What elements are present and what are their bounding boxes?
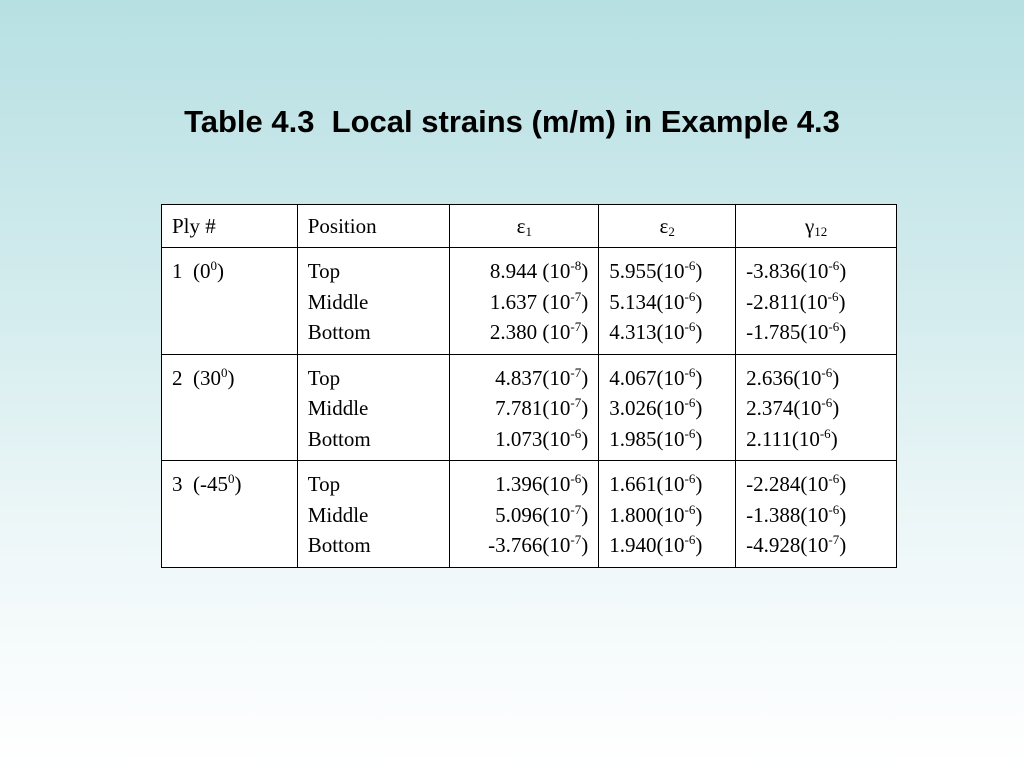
epsilon-1-exponent: -6 <box>570 425 582 441</box>
epsilon-1-value <box>460 287 588 318</box>
epsilon-2-value <box>609 317 725 348</box>
gamma-12-mantissa: -4.928(10 <box>746 533 829 557</box>
epsilon-2-mantissa: 1.985(10 <box>609 426 685 451</box>
epsilon-2-value <box>609 256 725 287</box>
epsilon-1-close-paren: ) <box>581 426 589 451</box>
epsilon-2-mantissa: 3.026(10 <box>609 396 685 420</box>
epsilon-1-value <box>460 256 588 287</box>
ply-angle: 0 <box>200 259 211 283</box>
ply-close-paren: ) <box>227 365 235 390</box>
table-body <box>162 248 897 568</box>
header-position: Position <box>297 205 450 248</box>
local-strains-table <box>161 204 897 568</box>
epsilon-2-close-paren: ) <box>695 396 703 420</box>
epsilon-2-exponent: -6 <box>684 395 696 410</box>
epsilon-2-cell <box>599 354 736 461</box>
header-epsilon-1-symbol: ε <box>516 214 526 238</box>
ply-cell <box>162 461 298 568</box>
gamma-12-exponent: -6 <box>828 501 840 517</box>
ply-close-paren: ) <box>217 259 224 283</box>
epsilon-1-mantissa: 1.637 (10 <box>489 289 571 314</box>
epsilon-2-exponent: -6 <box>684 288 696 304</box>
epsilon-2-close-paren: ) <box>695 502 703 527</box>
gamma-12-value <box>746 530 886 561</box>
epsilon-2-close-paren: ) <box>695 365 703 390</box>
gamma-12-value <box>746 469 886 500</box>
gamma-12-exponent: -6 <box>827 288 839 304</box>
epsilon-1-value <box>460 317 588 348</box>
epsilon-1-exponent: -7 <box>570 395 582 410</box>
header-epsilon-2 <box>599 205 736 248</box>
epsilon-1-mantissa: 8.944 (10 <box>489 259 571 283</box>
header-epsilon-2-subscript: 2 <box>668 224 675 239</box>
ply-angle: -45 <box>200 472 228 496</box>
gamma-12-value <box>746 424 886 455</box>
epsilon-2-exponent: -6 <box>684 258 696 273</box>
epsilon-2-value <box>609 530 725 561</box>
epsilon-2-close-paren: ) <box>695 533 703 557</box>
epsilon-1-value <box>460 530 588 561</box>
epsilon-2-close-paren: ) <box>695 320 703 344</box>
epsilon-2-cell <box>599 461 736 568</box>
epsilon-2-close-paren: ) <box>695 259 703 283</box>
gamma-12-mantissa: 2.636(10 <box>746 365 822 390</box>
position-label: Bottom <box>307 320 371 344</box>
position-label: Middle <box>307 289 369 314</box>
epsilon-2-exponent: -6 <box>684 319 696 334</box>
gamma-12-value <box>746 363 886 394</box>
gamma-12-exponent: -6 <box>821 395 833 410</box>
table-row <box>162 248 897 355</box>
epsilon-1-mantissa: 1.073(10 <box>495 426 571 451</box>
epsilon-1-close-paren: ) <box>581 533 589 557</box>
epsilon-2-value <box>609 469 725 500</box>
position-label: Top <box>307 472 341 496</box>
epsilon-1-value <box>460 363 588 394</box>
epsilon-2-mantissa: 4.313(10 <box>609 320 685 344</box>
position-label: Middle <box>307 396 369 420</box>
position-label: Middle <box>307 502 369 527</box>
epsilon-2-exponent: -6 <box>684 501 696 517</box>
epsilon-1-close-paren: ) <box>581 502 589 527</box>
gamma-12-exponent: -6 <box>828 319 840 334</box>
epsilon-1-exponent: -7 <box>570 319 582 334</box>
epsilon-1-exponent: -7 <box>570 288 582 304</box>
degree-superscript: 0 <box>210 258 217 273</box>
epsilon-1-exponent: -7 <box>570 501 582 517</box>
gamma-12-value <box>746 256 886 287</box>
ply-cell <box>162 248 298 355</box>
gamma-12-exponent: -6 <box>828 471 840 486</box>
gamma-12-close-paren: ) <box>839 320 847 344</box>
gamma-12-close-paren: ) <box>832 365 840 390</box>
epsilon-2-mantissa: 4.067(10 <box>609 365 685 390</box>
gamma-12-value <box>746 500 886 531</box>
epsilon-1-mantissa: 1.396(10 <box>495 472 571 496</box>
epsilon-1-cell <box>450 354 599 461</box>
epsilon-2-value <box>609 393 725 424</box>
degree-superscript: 0 <box>221 364 228 380</box>
position-cell <box>297 248 450 355</box>
epsilon-1-exponent: -7 <box>570 364 582 380</box>
gamma-12-mantissa: 2.111(10 <box>746 426 820 451</box>
gamma-12-exponent: -6 <box>828 258 840 273</box>
position-cell <box>297 461 450 568</box>
epsilon-1-mantissa: 2.380 (10 <box>489 320 571 344</box>
position-cell <box>297 354 450 461</box>
position-label: Bottom <box>307 533 371 557</box>
header-gamma-12-subscript: 12 <box>814 224 828 239</box>
gamma-12-close-paren: ) <box>839 502 847 527</box>
gamma-12-cell <box>736 354 897 461</box>
header-gamma-12 <box>736 205 897 248</box>
epsilon-2-value <box>609 424 725 455</box>
ply-open-paren: ( <box>182 365 200 390</box>
ply-open-paren: ( <box>182 472 200 496</box>
epsilon-2-close-paren: ) <box>695 472 703 496</box>
header-epsilon-1-subscript: 1 <box>525 224 532 239</box>
gamma-12-cell <box>736 248 897 355</box>
table-row <box>162 461 897 568</box>
epsilon-1-close-paren: ) <box>581 320 589 344</box>
epsilon-1-close-paren: ) <box>581 472 589 496</box>
epsilon-1-exponent: -8 <box>570 258 582 273</box>
degree-superscript: 0 <box>228 471 235 486</box>
ply-close-paren: ) <box>234 472 242 496</box>
ply-number: 1 <box>172 259 183 283</box>
epsilon-1-value <box>460 469 588 500</box>
gamma-12-exponent: -6 <box>819 425 831 441</box>
epsilon-1-close-paren: ) <box>581 289 589 314</box>
epsilon-1-close-paren: ) <box>581 365 589 390</box>
header-ply: Ply # <box>162 205 298 248</box>
epsilon-2-mantissa: 5.134(10 <box>609 289 685 314</box>
epsilon-1-value <box>460 500 588 531</box>
epsilon-1-mantissa: -3.766(10 <box>488 533 571 557</box>
ply-number: 2 <box>172 365 183 390</box>
epsilon-1-mantissa: 5.096(10 <box>495 502 571 527</box>
gamma-12-close-paren: ) <box>832 396 840 420</box>
gamma-12-mantissa: 2.374(10 <box>746 396 822 420</box>
epsilon-1-exponent: -7 <box>570 532 582 547</box>
gamma-12-mantissa: -2.284(10 <box>746 472 829 496</box>
gamma-12-mantissa: -1.388(10 <box>746 502 829 527</box>
gamma-12-mantissa: -3.836(10 <box>746 259 829 283</box>
epsilon-2-exponent: -6 <box>684 532 696 547</box>
ply-open-paren: ( <box>182 259 200 283</box>
position-label: Top <box>307 259 341 283</box>
epsilon-2-value <box>609 287 725 318</box>
epsilon-2-value <box>609 500 725 531</box>
header-epsilon-1 <box>450 205 599 248</box>
gamma-12-mantissa: -1.785(10 <box>746 320 829 344</box>
epsilon-1-cell <box>450 461 599 568</box>
table-header-row <box>162 205 897 248</box>
gamma-12-close-paren: ) <box>839 259 847 283</box>
gamma-12-close-paren: ) <box>838 289 846 314</box>
gamma-12-close-paren: ) <box>839 533 847 557</box>
header-epsilon-2-symbol: ε <box>659 214 669 238</box>
epsilon-1-value <box>460 393 588 424</box>
epsilon-1-value <box>460 424 588 455</box>
ply-cell <box>162 354 298 461</box>
epsilon-2-cell <box>599 248 736 355</box>
epsilon-1-close-paren: ) <box>581 259 589 283</box>
gamma-12-value <box>746 317 886 348</box>
position-label: Bottom <box>307 426 371 451</box>
gamma-12-value <box>746 393 886 424</box>
gamma-12-exponent: -7 <box>828 532 840 547</box>
epsilon-2-mantissa: 5.955(10 <box>609 259 685 283</box>
gamma-12-cell <box>736 461 897 568</box>
epsilon-2-exponent: -6 <box>684 471 696 486</box>
header-gamma-12-symbol: γ <box>804 214 815 238</box>
epsilon-1-exponent: -6 <box>570 471 582 486</box>
gamma-12-exponent: -6 <box>821 364 833 380</box>
epsilon-2-value <box>609 363 725 394</box>
epsilon-1-close-paren: ) <box>581 396 589 420</box>
epsilon-1-mantissa: 7.781(10 <box>495 396 571 420</box>
gamma-12-mantissa: -2.811(10 <box>746 289 828 314</box>
position-label: Top <box>307 365 341 390</box>
table-row <box>162 354 897 461</box>
epsilon-2-mantissa: 1.661(10 <box>609 472 685 496</box>
epsilon-1-mantissa: 4.837(10 <box>495 365 571 390</box>
slide-title: Table 4.3 Local strains (m/m) in Example 4.3 <box>184 104 840 139</box>
gamma-12-value <box>746 287 886 318</box>
epsilon-2-exponent: -6 <box>684 425 696 441</box>
ply-number: 3 <box>172 472 183 496</box>
epsilon-2-close-paren: ) <box>695 426 703 451</box>
gamma-12-close-paren: ) <box>839 472 847 496</box>
epsilon-2-mantissa: 1.940(10 <box>609 533 685 557</box>
epsilon-2-close-paren: ) <box>695 289 703 314</box>
epsilon-2-exponent: -6 <box>684 364 696 380</box>
ply-angle: 30 <box>200 365 221 390</box>
epsilon-2-mantissa: 1.800(10 <box>609 502 685 527</box>
gamma-12-close-paren: ) <box>830 426 838 451</box>
epsilon-1-cell <box>450 248 599 355</box>
